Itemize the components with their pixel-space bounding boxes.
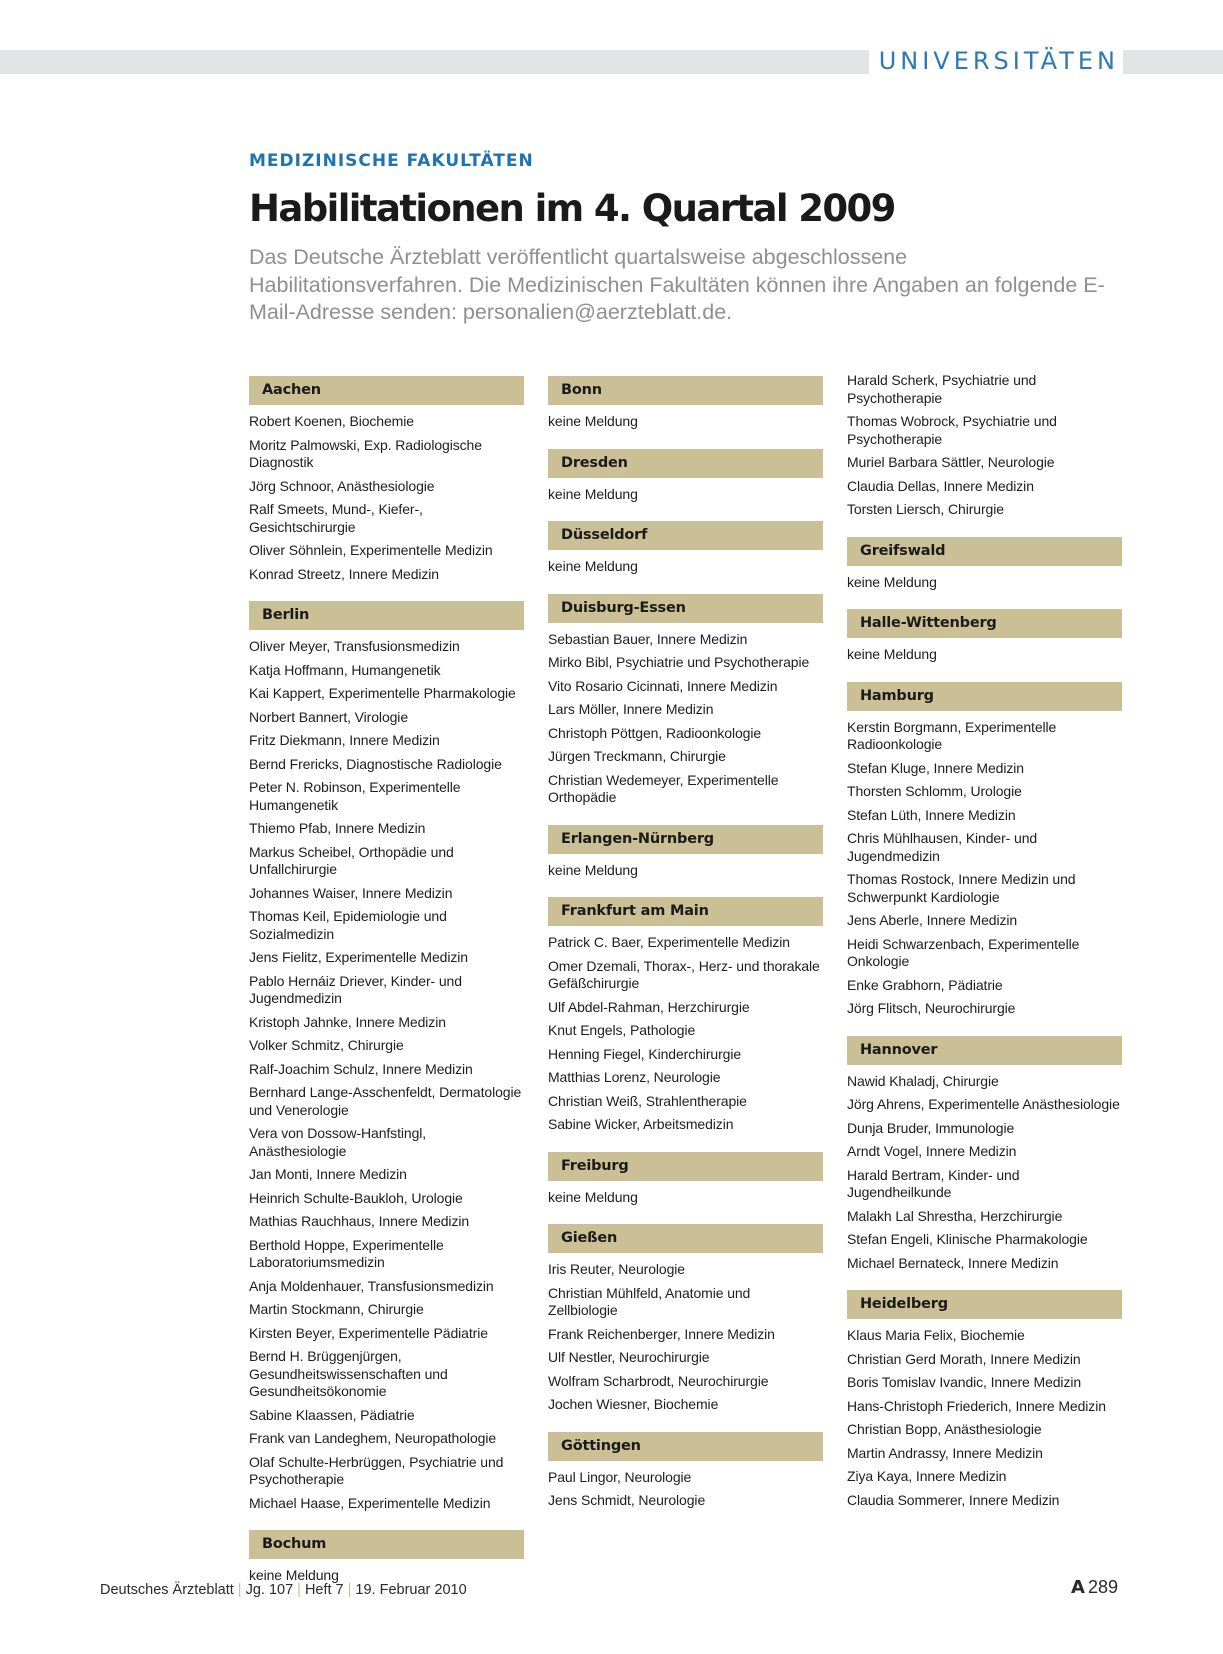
list-item: Christian Gerd Morath, Innere Medizin xyxy=(847,1350,1081,1367)
faculty-group xyxy=(249,376,524,583)
list-item: Oliver Söhnlein, Experimentelle Medizin xyxy=(249,542,493,558)
list-item: Iris Reuter, Neurologie xyxy=(548,1261,685,1277)
list-item: Malakh Lal Shrestha, Herzchirurgie xyxy=(847,1207,1063,1224)
faculty-group xyxy=(847,609,1122,664)
list-item: Matthias Lorenz, Neurologie xyxy=(548,1069,721,1085)
list-item: keine Meldung xyxy=(548,1188,638,1205)
list-item: Vera von Dossow-Hanfstingl, Anästhesiologie xyxy=(249,1125,427,1159)
list-item: Kirsten Beyer, Experimentelle Pädiatrie xyxy=(249,1324,488,1341)
faculty-group xyxy=(548,376,823,431)
page-number-value: 289 xyxy=(1087,1577,1118,1597)
list-item: Patrick C. Baer, Experimentelle Medizin xyxy=(548,934,790,950)
continued-list xyxy=(847,372,1122,519)
faculty-group xyxy=(548,1432,823,1510)
faculty-group xyxy=(548,1152,823,1207)
list-item: Michael Bernateck, Innere Medizin xyxy=(847,1254,1059,1271)
list-item: Jörg Ahrens, Experimentelle Anästhesiologie xyxy=(847,1096,1120,1112)
list-item: Torsten Liersch, Chirurgie xyxy=(847,501,1004,517)
list-item: Heinrich Schulte-Baukloh, Urologie xyxy=(249,1189,463,1206)
list-item: Ralf-Joachim Schulz, Innere Medizin xyxy=(249,1060,473,1077)
list-item: Robert Koenen, Biochemie xyxy=(249,413,414,429)
list-item: Ulf Abdel-Rahman, Herzchirurgie xyxy=(548,998,750,1015)
list-item: Thomas Keil, Epidemiologie und Sozialmedizin xyxy=(249,908,447,942)
city-heading: Gießen xyxy=(548,1224,823,1253)
list-item: keine Meldung xyxy=(548,485,638,502)
list-item: Ziya Kaya, Innere Medizin xyxy=(847,1468,1007,1484)
list-item: Christian Mühlfeld, Anatomie und Zellbiologie xyxy=(548,1284,751,1318)
city-heading: Düsseldorf xyxy=(548,521,823,550)
list-item: Claudia Sommerer, Innere Medizin xyxy=(847,1491,1060,1508)
habilitation-list xyxy=(548,486,823,504)
habilitation-list xyxy=(548,1189,823,1207)
faculty-group xyxy=(548,449,823,504)
list-item: Hans-Christoph Friederich, Innere Medizin xyxy=(847,1397,1106,1414)
column-1 xyxy=(249,376,524,1591)
list-item: Moritz Palmowski, Exp. Radiologische Diagnostik xyxy=(249,436,482,470)
list-item: Oliver Meyer, Transfusionsmedizin xyxy=(249,638,460,654)
list-item: Arndt Vogel, Innere Medizin xyxy=(847,1143,1017,1159)
list-item: Heidi Schwarzenbach, Experimentelle Onkologie xyxy=(847,935,1080,969)
list-item: Bernd H. Brüggenjürgen, Gesundheitswissenschaften und Gesundheitsökonomie xyxy=(249,1348,448,1399)
footer-journal: Deutsches Ärzteblatt xyxy=(100,1582,234,1598)
list-item: Chris Mühlhausen, Kinder- und Jugendmedizin xyxy=(847,830,1038,864)
list-item: Jörg Schnoor, Anästhesiologie xyxy=(249,477,435,494)
list-item: Lars Möller, Innere Medizin xyxy=(548,701,714,717)
list-item: Harald Scherk, Psychiatrie und Psychotherapie xyxy=(847,372,1037,406)
habilitation-list xyxy=(249,413,524,583)
list-item: Martin Stockmann, Chirurgie xyxy=(249,1301,424,1317)
faculty-group xyxy=(548,825,823,880)
section-title: UNIVERSITÄTEN xyxy=(869,46,1123,76)
list-item: Johannes Waiser, Innere Medizin xyxy=(249,884,453,901)
list-item: Jens Schmidt, Neurologie xyxy=(548,1492,706,1508)
footer-separator: | xyxy=(347,1582,352,1598)
list-item: Peter N. Robinson, Experimentelle Humangenetik xyxy=(249,779,461,813)
list-item: Paul Lingor, Neurologie xyxy=(548,1468,692,1485)
city-heading: Freiburg xyxy=(548,1152,823,1181)
list-item: Fritz Diekmann, Innere Medizin xyxy=(249,732,440,748)
faculty-group xyxy=(847,1036,1122,1273)
list-item: Nawid Khaladj, Chirurgie xyxy=(847,1072,999,1089)
list-item: Christian Bopp, Anästhesiologie xyxy=(847,1421,1042,1437)
list-item: Klaus Maria Felix, Biochemie xyxy=(847,1327,1025,1343)
city-heading: Hamburg xyxy=(847,682,1122,711)
article-intro: Das Deutsche Ärzteblatt veröffentlicht quartalsweise abgeschlossene Habilitationsverfahren. Die Medizinischen Fakultäten können ihre Angaben an folgende E-Mail-Adresse senden: personalien@aerzteblatt.de. xyxy=(249,245,1105,324)
list-item: Thiemo Pfab, Innere Medizin xyxy=(249,820,426,836)
habilitation-list xyxy=(548,1469,823,1510)
list-item: Vito Rosario Cicinnati, Innere Medizin xyxy=(548,677,778,694)
list-item: Anja Moldenhauer, Transfusionsmedizin xyxy=(249,1277,494,1294)
habilitation-list xyxy=(249,638,524,1512)
faculty-group xyxy=(548,897,823,1134)
footer-volume: Jg. 107 xyxy=(245,1582,294,1598)
list-item: Christoph Pöttgen, Radioonkologie xyxy=(548,724,762,741)
list-item: Bernhard Lange-Asschenfeldt, Dermatologie und Venerologie xyxy=(249,1084,522,1118)
column-2 xyxy=(548,376,823,1516)
habilitation-list xyxy=(548,413,823,431)
faculty-group xyxy=(548,1224,823,1414)
list-item: keine Meldung xyxy=(548,413,638,429)
list-item: Christian Weiß, Strahlentherapie xyxy=(548,1092,747,1109)
list-item: Enke Grabhorn, Pädiatrie xyxy=(847,976,1003,993)
city-heading: Dresden xyxy=(548,449,823,478)
list-item: Ralf Smeets, Mund-, Kiefer-, Gesichtschirurgie xyxy=(249,501,423,535)
city-heading: Erlangen-Nürnberg xyxy=(548,825,823,854)
habilitation-list xyxy=(847,719,1122,1018)
list-item: Knut Engels, Pathologie xyxy=(548,1022,696,1038)
habilitation-list xyxy=(548,631,823,807)
list-item: Frank van Landeghem, Neuropathologie xyxy=(249,1430,497,1446)
list-item: Katja Hoffmann, Humangenetik xyxy=(249,661,441,678)
list-item: Kristoph Jahnke, Innere Medizin xyxy=(249,1013,446,1030)
list-item: keine Meldung xyxy=(548,861,638,878)
footer-separator: | xyxy=(297,1582,301,1598)
habilitation-list xyxy=(548,1261,823,1414)
list-item: Jörg Flitsch, Neurochirurgie xyxy=(847,1000,1016,1016)
list-item: keine Meldung xyxy=(548,558,638,574)
habilitation-list xyxy=(548,862,823,880)
list-item: Muriel Barbara Sättler, Neurologie xyxy=(847,454,1055,470)
list-item: Mirko Bibl, Psychiatrie und Psychotherapie xyxy=(548,654,810,670)
list-item: Konrad Streetz, Innere Medizin xyxy=(249,565,439,582)
city-heading: Göttingen xyxy=(548,1432,823,1461)
article-kicker: MEDIZINISCHE FAKULTÄTEN xyxy=(249,151,534,171)
list-item: Omer Dzemali, Thorax-, Herz- und thorakale Gefäßchirurgie xyxy=(548,957,820,991)
habilitation-list xyxy=(847,1327,1122,1509)
list-item: Markus Scheibel, Orthopädie und Unfallchirurgie xyxy=(249,843,454,877)
faculty-group xyxy=(847,537,1122,592)
city-heading: Bonn xyxy=(548,376,823,405)
list-item: Stefan Lüth, Innere Medizin xyxy=(847,806,1016,823)
list-item: Thomas Rostock, Innere Medizin und Schwerpunkt Kardiologie xyxy=(847,871,1076,905)
list-item: Jens Aberle, Innere Medizin xyxy=(847,912,1018,928)
faculty-group xyxy=(249,601,524,1512)
habilitation-list xyxy=(847,1073,1122,1273)
footer xyxy=(100,1582,467,1598)
page-prefix: A xyxy=(1071,1577,1085,1598)
list-item: Stefan Engeli, Klinische Pharmakologie xyxy=(847,1231,1088,1247)
list-item: Mathias Rauchhaus, Innere Medizin xyxy=(249,1213,470,1229)
city-heading: Halle-Wittenberg xyxy=(847,609,1122,638)
habilitation-list xyxy=(548,558,823,576)
city-heading: Bochum xyxy=(249,1530,524,1559)
column-3 xyxy=(847,372,1122,1515)
list-item: Bernd Frericks, Diagnostische Radiologie xyxy=(249,755,502,772)
list-item: Boris Tomislav Ivandic, Innere Medizin xyxy=(847,1374,1082,1390)
list-item: Pablo Hernáiz Driever, Kinder- und Jugendmedizin xyxy=(249,972,462,1006)
list-item: Sabine Wicker, Arbeitsmedizin xyxy=(548,1116,734,1132)
list-item: Dunja Bruder, Immunologie xyxy=(847,1119,1015,1136)
list-item: Martin Andrassy, Innere Medizin xyxy=(847,1444,1043,1461)
city-heading: Aachen xyxy=(249,376,524,405)
page-number xyxy=(1071,1577,1118,1598)
list-item: Thorsten Schlomm, Urologie xyxy=(847,783,1022,799)
habilitation-list xyxy=(847,574,1122,592)
list-item: Jens Fielitz, Experimentelle Medizin xyxy=(249,949,468,965)
faculty-group xyxy=(249,1530,524,1585)
footer-issue: Heft 7 xyxy=(304,1582,344,1598)
habilitation-list xyxy=(548,934,823,1134)
list-item: Harald Bertram, Kinder- und Jugendheilkunde xyxy=(847,1166,1020,1200)
list-item: Kai Kappert, Experimentelle Pharmakologie xyxy=(249,685,516,701)
city-heading: Berlin xyxy=(249,601,524,630)
list-item: Sebastian Bauer, Innere Medizin xyxy=(548,630,748,647)
city-heading: Hannover xyxy=(847,1036,1122,1065)
city-heading: Frankfurt am Main xyxy=(548,897,823,926)
list-item: Christian Wedemeyer, Experimentelle Orthopädie xyxy=(548,771,779,805)
list-item: Kerstin Borgmann, Experimentelle Radioonkologie xyxy=(847,718,1057,752)
city-heading: Heidelberg xyxy=(847,1290,1122,1319)
list-item: Olaf Schulte-Herbrüggen, Psychiatrie und Psychotherapie xyxy=(249,1453,504,1487)
list-item: Wolfram Scharbrodt, Neurochirurgie xyxy=(548,1372,769,1389)
list-item: Jan Monti, Innere Medizin xyxy=(249,1166,407,1182)
list-item: Michael Haase, Experimentelle Medizin xyxy=(249,1494,491,1511)
faculty-group xyxy=(847,682,1122,1018)
list-item: Henning Fiegel, Kinderchirurgie xyxy=(548,1045,742,1062)
faculty-group xyxy=(548,594,823,807)
list-item: Berthold Hoppe, Experimentelle Laboratoriumsmedizin xyxy=(249,1236,444,1270)
list-item: keine Meldung xyxy=(249,1567,339,1583)
faculty-group xyxy=(847,1290,1122,1509)
list-item: Jürgen Treckmann, Chirurgie xyxy=(548,748,726,764)
footer-date: 19. Februar 2010 xyxy=(355,1582,467,1598)
footer-separator: | xyxy=(237,1582,242,1598)
list-item: Volker Schmitz, Chirurgie xyxy=(249,1037,404,1053)
faculty-group xyxy=(548,521,823,576)
list-item: Jochen Wiesner, Biochemie xyxy=(548,1396,719,1412)
list-item: Sabine Klaassen, Pädiatrie xyxy=(249,1406,415,1423)
list-item: Norbert Bannert, Virologie xyxy=(249,708,409,725)
habilitation-list xyxy=(847,646,1122,664)
list-item: keine Meldung xyxy=(847,573,937,590)
city-heading: Duisburg-Essen xyxy=(548,594,823,623)
list-item: Claudia Dellas, Innere Medizin xyxy=(847,477,1034,494)
list-item: Stefan Kluge, Innere Medizin xyxy=(847,759,1024,776)
list-item: Thomas Wobrock, Psychiatrie und Psychotherapie xyxy=(847,413,1057,447)
article-title: Habilitationen im 4. Quartal 2009 xyxy=(249,187,895,230)
list-item: keine Meldung xyxy=(847,646,937,662)
list-item: Ulf Nestler, Neurochirurgie xyxy=(548,1349,710,1365)
list-item: Frank Reichenberger, Innere Medizin xyxy=(548,1325,775,1342)
city-heading: Greifswald xyxy=(847,537,1122,566)
